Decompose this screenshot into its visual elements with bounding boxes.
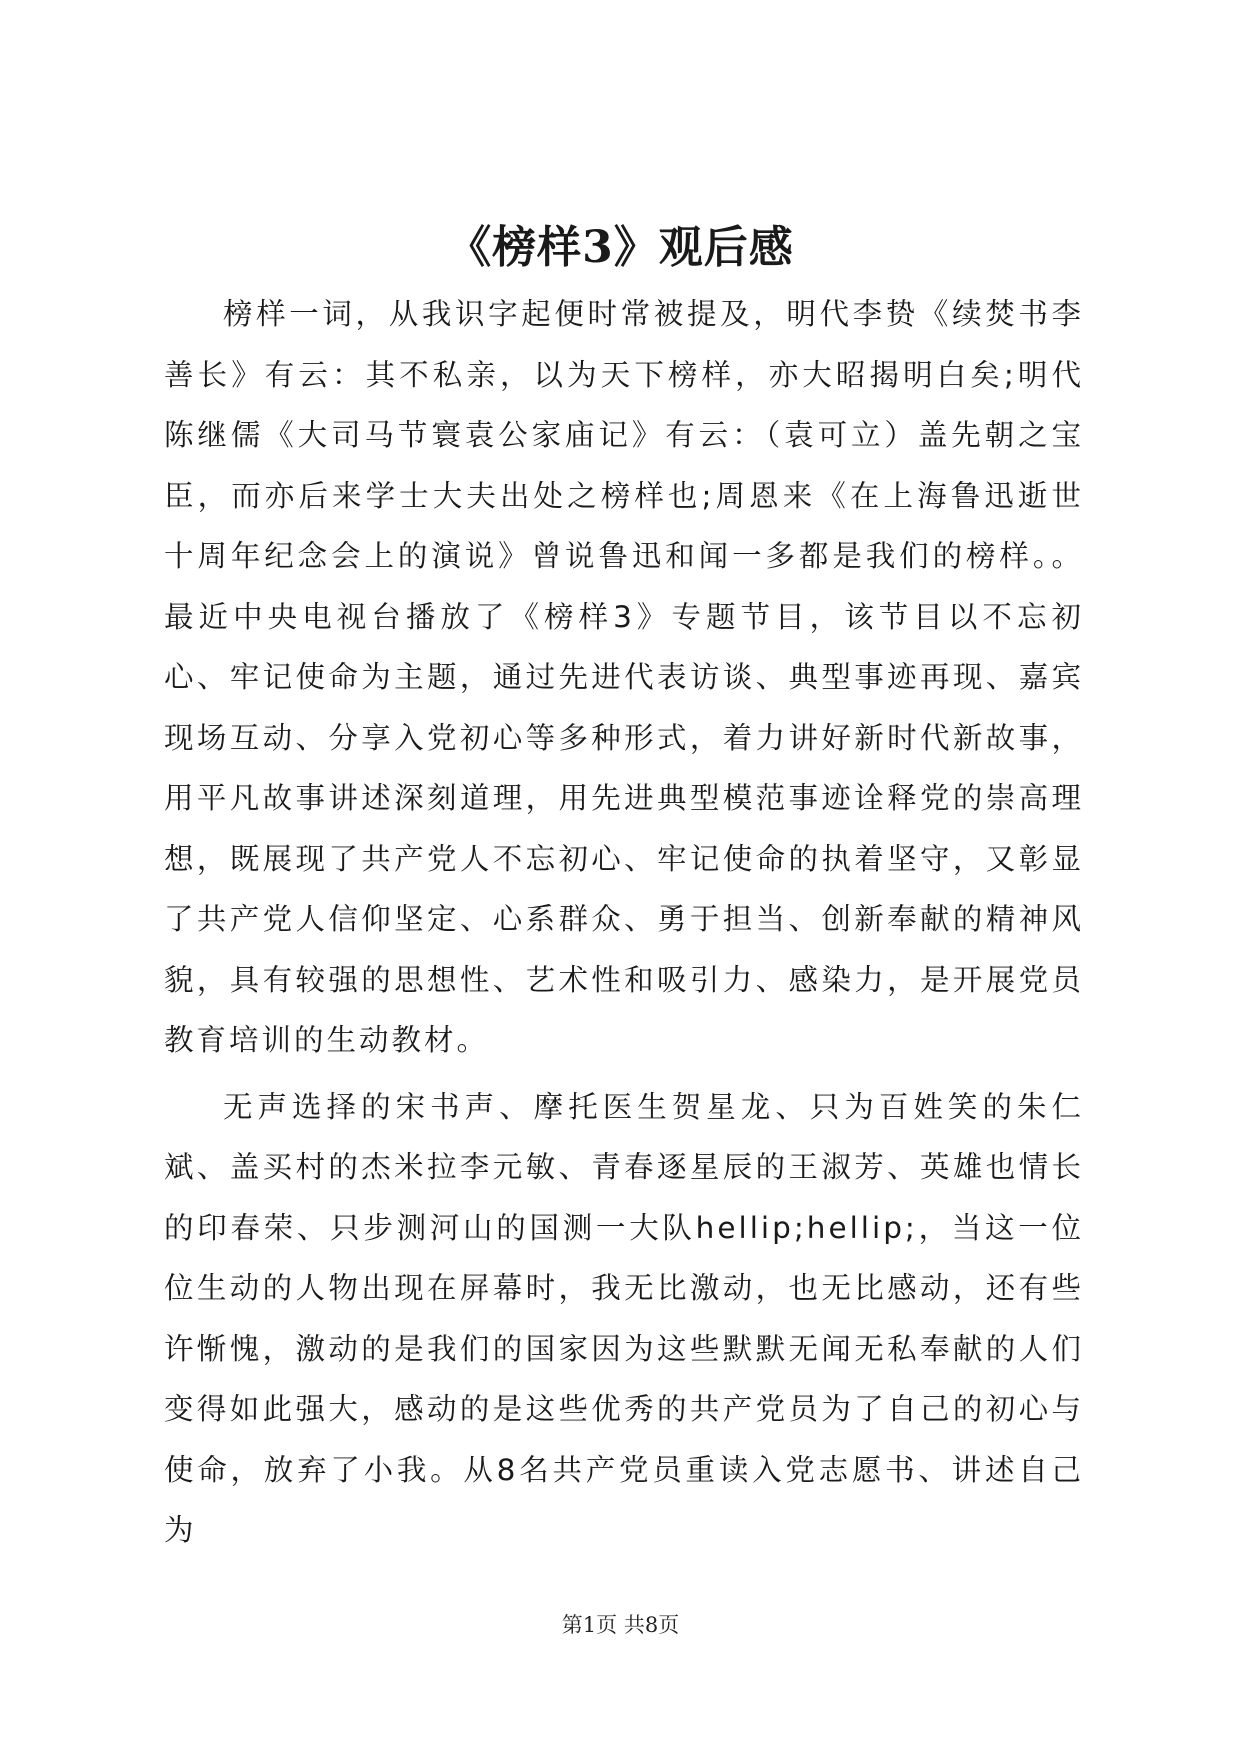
paragraph-1: 榜样一词，从我识字起便时常被提及，明代李贽《续焚书李善长》有云：其不私亲，以为天下榜样，亦大昭揭明白矣;明代陈继儒《大司马节寰袁公家庙记》有云：（袁可立）盖先朝之宝臣，而亦后来学士大夫出处之榜样也;周恩来《在上海鲁迅逝世十周年纪念会上的演说》曾说鲁迅和闻一多都是我们的榜样。。最近中央电视台播放了《榜样3》专题节目，该节目以不忘初心、牢记使命为主题，通过先进代表访谈、典型事迹再现、嘉宾现场互动、分享入党初心等多种形式，着力讲好新时代新故事，用平凡故事讲述深刻道理，用先进典型模范事迹诠释党的崇高理想，既展现了共产党人不忘初心、牢记使命的执着坚守，又彰显了共产党人信仰坚定、心系群众、勇于担当、创新奉献的精神风貌，具有较强的思想性、艺术性和吸引力、感染力，是开展党员教育培训的生动教材。 [164, 297, 1084, 1057]
paragraph-2: 无声选择的宋书声、摩托医生贺星龙、只为百姓笑的朱仁斌、盖买村的杰米拉李元敏、青春逐星辰的王淑芳、英雄也情长的印春荣、只步测河山的国测一大队hellip;hellip;，当这一位位生动的人物出现在屏幕时，我无比激动，也无比感动，还有些许惭愧，激动的是我们的国家因为这些默默无闻无私奉献的人们变得如此强大，感动的是这些优秀的共产党员为了自己的初心与使命，放弃了小我。从8名共产党员重读入党志愿书、讲述自己为 [164, 1089, 1084, 1547]
document-title: 《榜样3》观后感 [447, 222, 794, 273]
page-number-footer: 第1页 共8页 [561, 1613, 680, 1637]
document-body [164, 284, 1084, 1561]
